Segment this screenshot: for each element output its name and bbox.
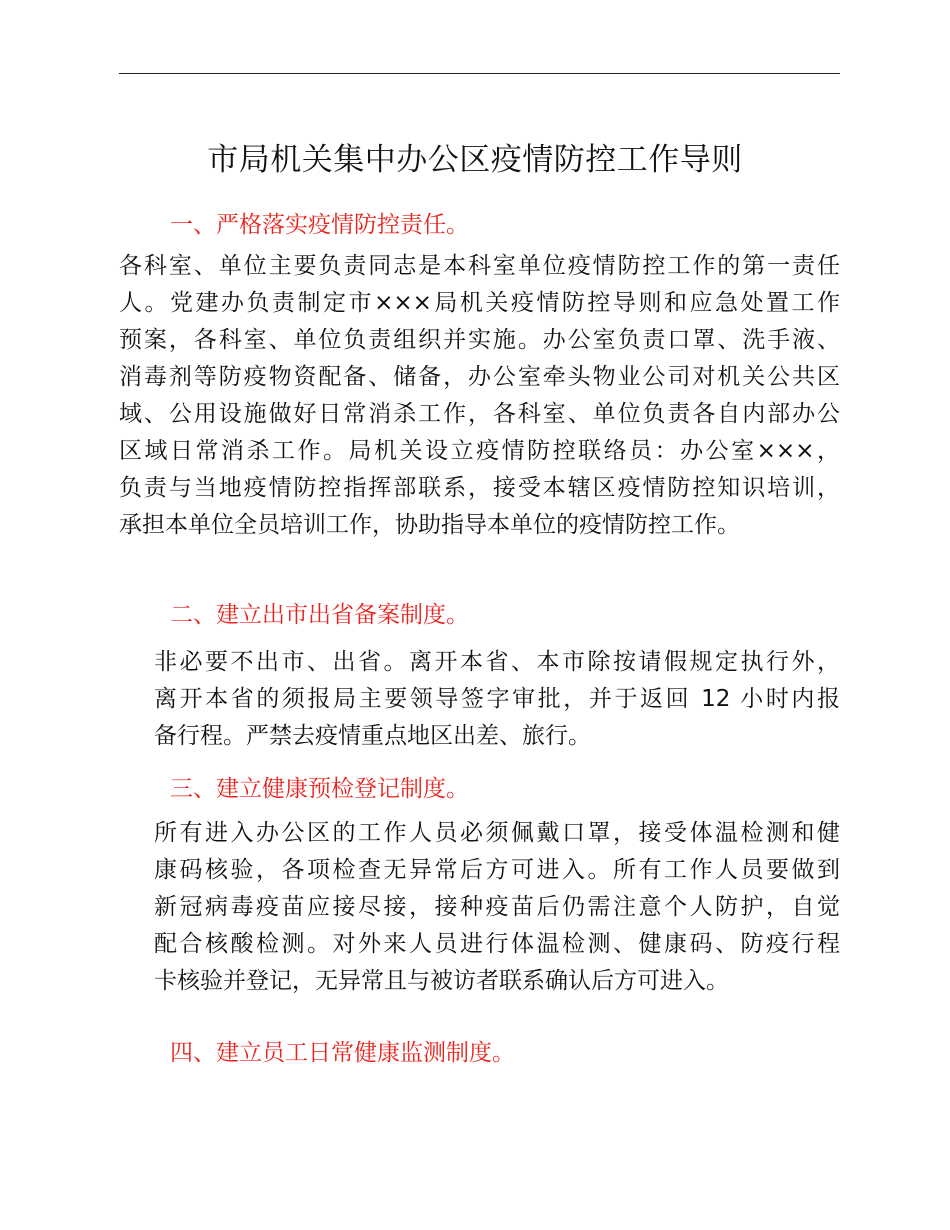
- text-line: 承担本单位全员培训工作，协助指导本单位的疫情防控工作。: [119, 512, 740, 538]
- header-rule: [119, 73, 840, 74]
- section-1-body: [119, 248, 840, 544]
- text-line: 域、公用设施做好日常消杀工作，各科室、单位负责各自内部办公: [119, 401, 840, 427]
- section-3-heading: 三、建立健康预检登记制度。: [170, 776, 469, 802]
- text-line: 预案，各科室、单位负责组织并实施。办公室负责口罩、洗手液、: [119, 327, 840, 353]
- section-1-heading: 一、严格落实疫情防控责任。: [170, 212, 469, 238]
- text-line: 配合核酸检测。对外来人员进行体温检测、健康码、防疫行程: [154, 931, 840, 957]
- text-line: 备行程。严禁去疫情重点地区出差、旅行。: [154, 723, 591, 749]
- text-line: 负责与当地疫情防控指挥部联系，接受本辖区疫情防控知识培训，: [119, 475, 840, 501]
- text-line: 各科室、单位主要负责同志是本科室单位疫情防控工作的第一责任: [119, 253, 840, 279]
- text-line: 所有进入办公区的工作人员必须佩戴口罩，接受体温检测和健: [154, 820, 840, 846]
- text-line: 非必要不出市、出省。离开本省、本市除按请假规定执行外，: [154, 649, 840, 675]
- section-3-body: [154, 815, 840, 1000]
- section-4-heading: 四、建立员工日常健康监测制度。: [170, 1040, 515, 1066]
- section-2-heading: 二、建立出市出省备案制度。: [170, 602, 469, 628]
- document-title: 市局机关集中办公区疫情防控工作导则: [207, 142, 743, 178]
- text-line: 卡核验并登记，无异常且与被访者联系确认后方可进入。: [154, 968, 729, 994]
- text-line: 消毒剂等防疫物资配备、储备，办公室牵头物业公司对机关公共区: [119, 364, 840, 390]
- section-2-body: [154, 644, 840, 755]
- text-line: 人。党建办负责制定市×××局机关疫情防控导则和应急处置工作: [119, 290, 840, 316]
- text-line: 离开本省的须报局主要领导签字审批，并于返回 12 小时内报: [154, 686, 840, 712]
- text-line: 康码核验，各项检查无异常后方可进入。所有工作人员要做到: [154, 857, 840, 883]
- text-line: 区域日常消杀工作。局机关设立疫情防控联络员：办公室×××，: [119, 438, 840, 464]
- text-line: 新冠病毒疫苗应接尽接，接种疫苗后仍需注意个人防护，自觉: [154, 894, 840, 920]
